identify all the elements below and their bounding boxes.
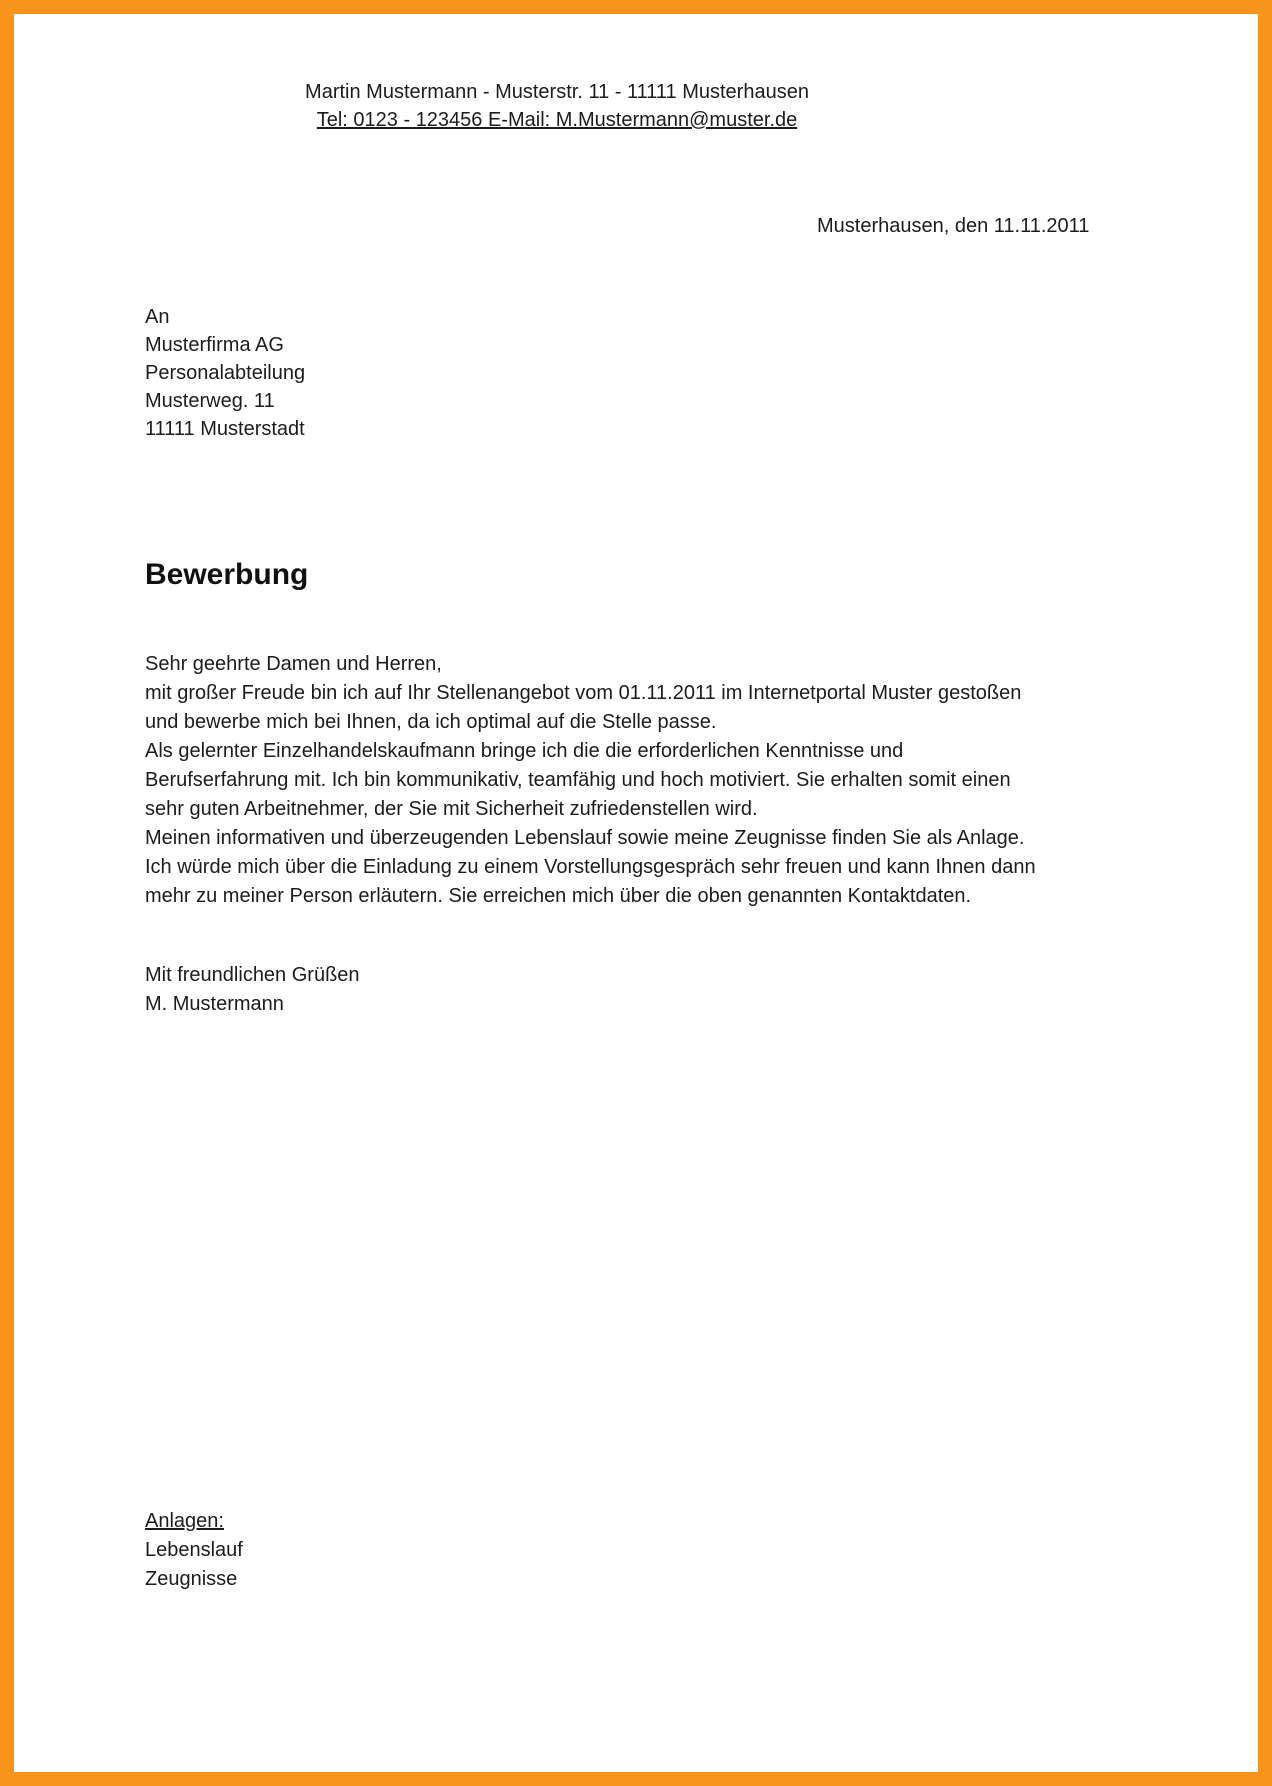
subject-heading: Bewerbung	[145, 558, 309, 591]
salutation: Sehr geehrte Damen und Herren,	[145, 653, 442, 675]
body-paragraph-4	[145, 853, 1127, 911]
sender-header	[145, 78, 969, 134]
closing-regards: Mit freundlichen Grüßen	[145, 964, 360, 986]
recipient-line-an: An	[145, 306, 170, 328]
paragraph-line: Berufserfahrung mit. Ich bin kommunikativ, teamfähig und hoch motiviert. Sie erhalten somit einen	[145, 769, 1011, 791]
paragraph-line: mit großer Freude bin ich auf Ihr Stellenangebot vom 01.11.2011 im Internetportal Muster gestoßen	[145, 682, 1022, 704]
body-paragraph-2	[145, 737, 1127, 824]
attachment-item-zeugnisse: Zeugnisse	[145, 1568, 238, 1590]
recipient-line-city: 11111 Musterstadt	[145, 418, 305, 440]
recipient-line-company: Musterfirma AG	[145, 334, 284, 356]
paragraph-line: sehr guten Arbeitnehmer, der Sie mit Sicherheit zufriedenstellen wird.	[145, 798, 758, 820]
sender-contact-line: Tel: 0123 - 123456 E-Mail: M.Mustermann@muster.de	[316, 109, 798, 131]
letter-body	[14, 78, 1258, 1786]
paragraph-line: und bewerbe mich bei Ihnen, da ich optimal auf die Stelle passe.	[145, 711, 717, 733]
paragraph-line: mehr zu meiner Person erläutern. Sie erreichen mich über die oben genannten Kontaktdaten.	[145, 885, 972, 907]
sender-address-line: Martin Mustermann - Musterstr. 11 - 11111 Musterhausen	[305, 81, 809, 103]
closing-signature: M. Mustermann	[145, 993, 284, 1015]
closing	[145, 961, 1127, 1019]
recipient-address	[145, 303, 1127, 443]
attachment-item-lebenslauf: Lebenslauf	[145, 1539, 243, 1561]
paragraph-line: Meinen informativen und überzeugenden Lebenslauf sowie meine Zeugnisse finden Sie als Anlage.	[145, 827, 1025, 849]
body-paragraph-1	[145, 679, 1127, 737]
paragraph-line: Ich würde mich über die Einladung zu einem Vorstellungsgespräch sehr freuen und kann Ihnen dann	[145, 856, 1036, 878]
attachments	[145, 1507, 1127, 1594]
recipient-line-department: Personalabteilung	[145, 362, 306, 384]
date-line: Musterhausen, den 11.11.2011	[817, 215, 1090, 237]
paragraph-line: Als gelernter Einzelhandelskaufmann bringe ich die die erforderlichen Kenntnisse und	[145, 740, 904, 762]
body-paragraph-3	[145, 824, 1127, 853]
attachments-label: Anlagen:	[145, 1510, 224, 1532]
recipient-line-street: Musterweg. 11	[145, 390, 275, 412]
